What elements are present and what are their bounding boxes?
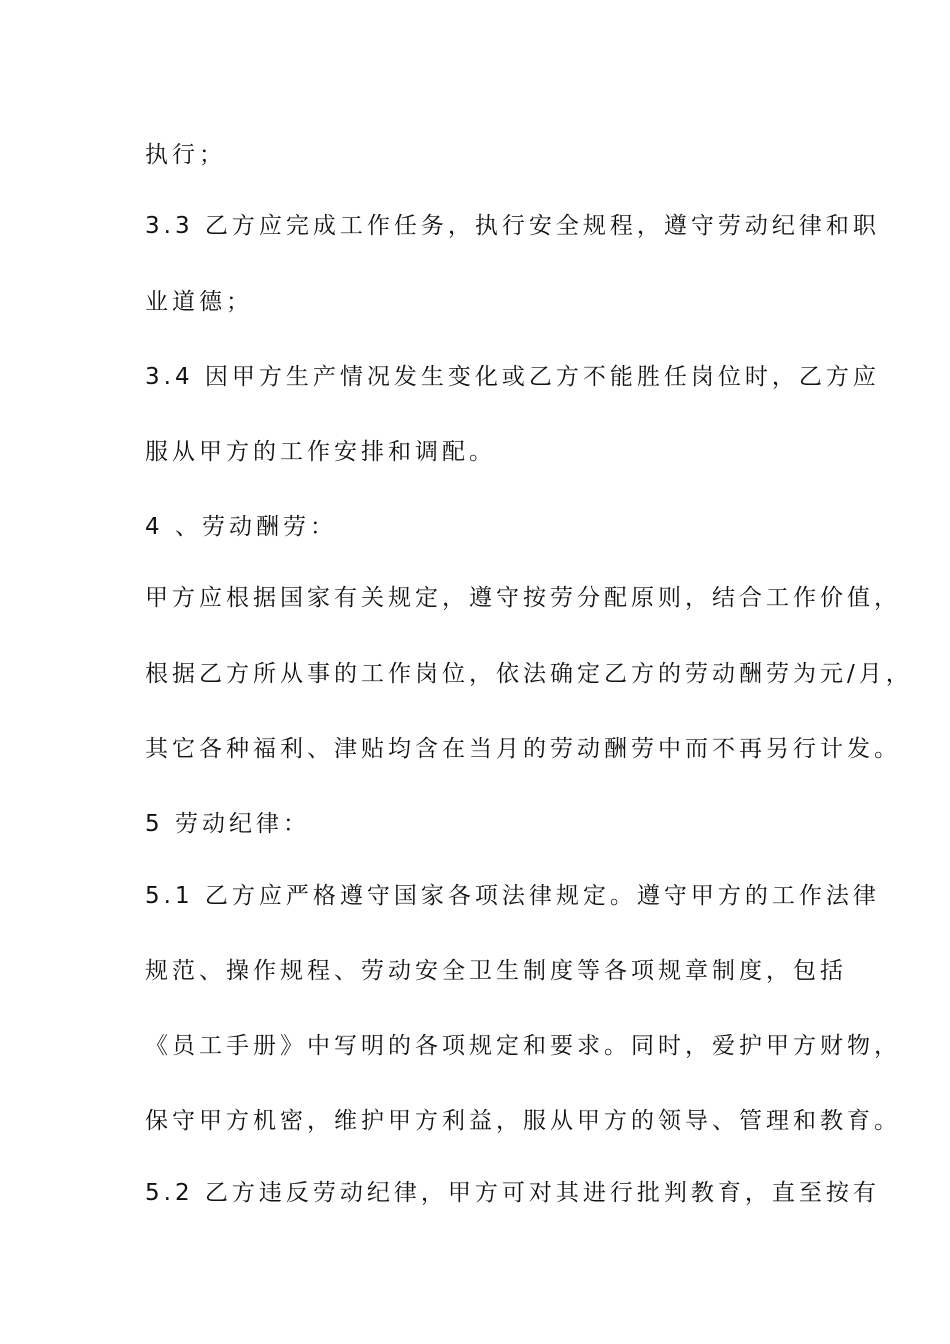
text-line-5: 服从甲方的工作安排和调配。: [145, 439, 496, 465]
text-line-4: 3.4 因甲方生产情况发生变化或乙方不能胜任岗位时，乙方应: [145, 364, 880, 390]
text-line-15: 5.2 乙方违反劳动纪律，甲方可对其进行批判教育，直至按有: [145, 1180, 880, 1206]
text-line-10: 5 劳动纪律：: [145, 811, 310, 837]
text-line-14: 保守甲方机密，维护甲方利益，服从甲方的领导、管理和教育。: [145, 1108, 901, 1134]
text-line-13: 《员工手册》中写明的各项规定和要求。同时，爱护甲方财物，: [145, 1033, 901, 1059]
text-line-9: 其它各种福利、津贴均含在当月的劳动酬劳中而不再另行计发。: [145, 736, 901, 762]
text-line-2: 3.3 乙方应完成工作任务，执行安全规程，遵守劳动纪律和职: [145, 213, 880, 239]
text-line-8: 根据乙方所从事的工作岗位，依法确定乙方的劳动酬劳为元/月，: [145, 661, 913, 687]
text-line-1: 执行；: [145, 142, 226, 168]
text-line-6: 4 、劳动酬劳：: [145, 514, 337, 540]
text-line-3: 业道德；: [145, 289, 253, 315]
text-line-7: 甲方应根据国家有关规定，遵守按劳分配原则，结合工作价值，: [145, 585, 901, 611]
text-line-12: 规范、操作规程、劳动安全卫生制度等各项规章制度，包括: [145, 958, 847, 984]
text-line-11: 5.1 乙方应严格遵守国家各项法律规定。遵守甲方的工作法律: [145, 883, 880, 909]
